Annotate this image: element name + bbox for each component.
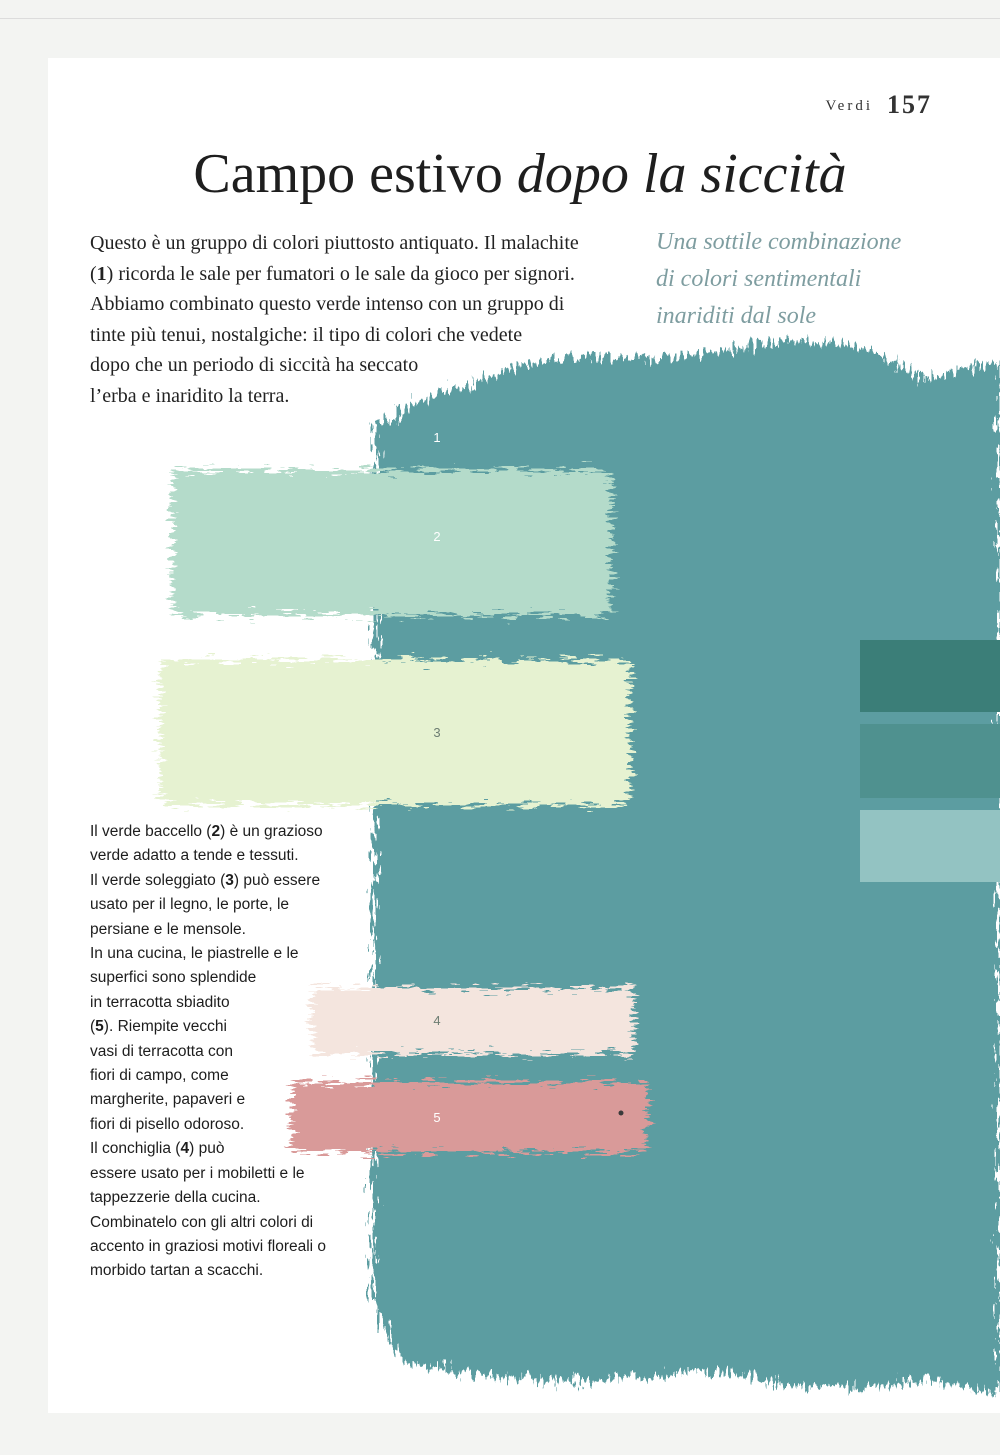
body-line: margherite, papaveri e [90,1091,246,1109]
body-line: fiori di pisello odoroso. [90,1115,245,1133]
swatch-number-5: 5 [433,1110,441,1125]
swatch-number-1: 1 [433,430,441,445]
subtitle-line: Una sottile combinazione [656,229,902,255]
intro-line: (1) ricorda le sale per fumatori o le sale da gioco per signori. [90,262,575,285]
body-line: vasi di terracotta con [90,1042,234,1060]
swatch-number-3: 3 [433,725,441,740]
title-plain: Campo estivo [193,143,503,205]
body-paragraph [90,820,390,1284]
color-chip-mid [860,724,1000,798]
intro-line: Questo è un gruppo di colori piuttosto antiquato. Il malachite [90,232,579,254]
subtitle-line: di colori sentimentali [656,266,862,292]
intro-line: tinte più tenui, nostalgiche: il tipo di colori che vedete [90,323,523,346]
body-line: In una cucina, le piastrelle e le [90,945,299,963]
swatch-3-strip [160,660,630,805]
body-line: verde adatto a tende e tessuti. [90,847,299,865]
body-line: in terracotta sbiadito [90,993,230,1011]
body-line: Il verde soleggiato (3) può essere [90,871,321,889]
body-line: superfici sono splendide [90,969,257,987]
body-line: Il verde baccello (2) è un grazioso [90,823,323,840]
swatch-2-strip [172,470,612,615]
title-italic: dopo la siccità [516,143,847,205]
section-name-label: Verdi [825,98,873,114]
ink-speck [619,1111,624,1116]
intro-line: Abbiamo combinato questo verde intenso con un gruppo di [90,293,565,315]
body-line: persiane e le mensole. [90,920,246,938]
body-line: morbido tartan a scacchi. [90,1262,264,1280]
body-line: tappezzerie della cucina. [90,1189,261,1207]
body-line: accento in graziosi motivi floreali o [90,1237,327,1255]
body-line: Combinatelo con gli altri colori di [90,1213,314,1231]
body-line: Il conchiglia (4) può [90,1140,225,1158]
body-line: (5). Riempite vecchi [90,1018,227,1036]
body-line: fiori di campo, come [90,1067,229,1085]
page-number-label: 157 [887,90,932,119]
color-chip-dark [860,640,1000,712]
intro-line: l’erba e inaridito la terra. [90,384,290,407]
intro-line: dopo che un periodo di siccità ha seccato [90,354,419,376]
swatch-number-2: 2 [433,529,441,544]
body-line: usato per il legno, le porte, le [90,896,290,914]
color-chip-light [860,810,1000,882]
swatch-number-4: 4 [433,1013,441,1028]
subtitle-line: inariditi dal sole [656,303,817,329]
body-line: essere usato per i mobiletti e le [90,1164,305,1182]
